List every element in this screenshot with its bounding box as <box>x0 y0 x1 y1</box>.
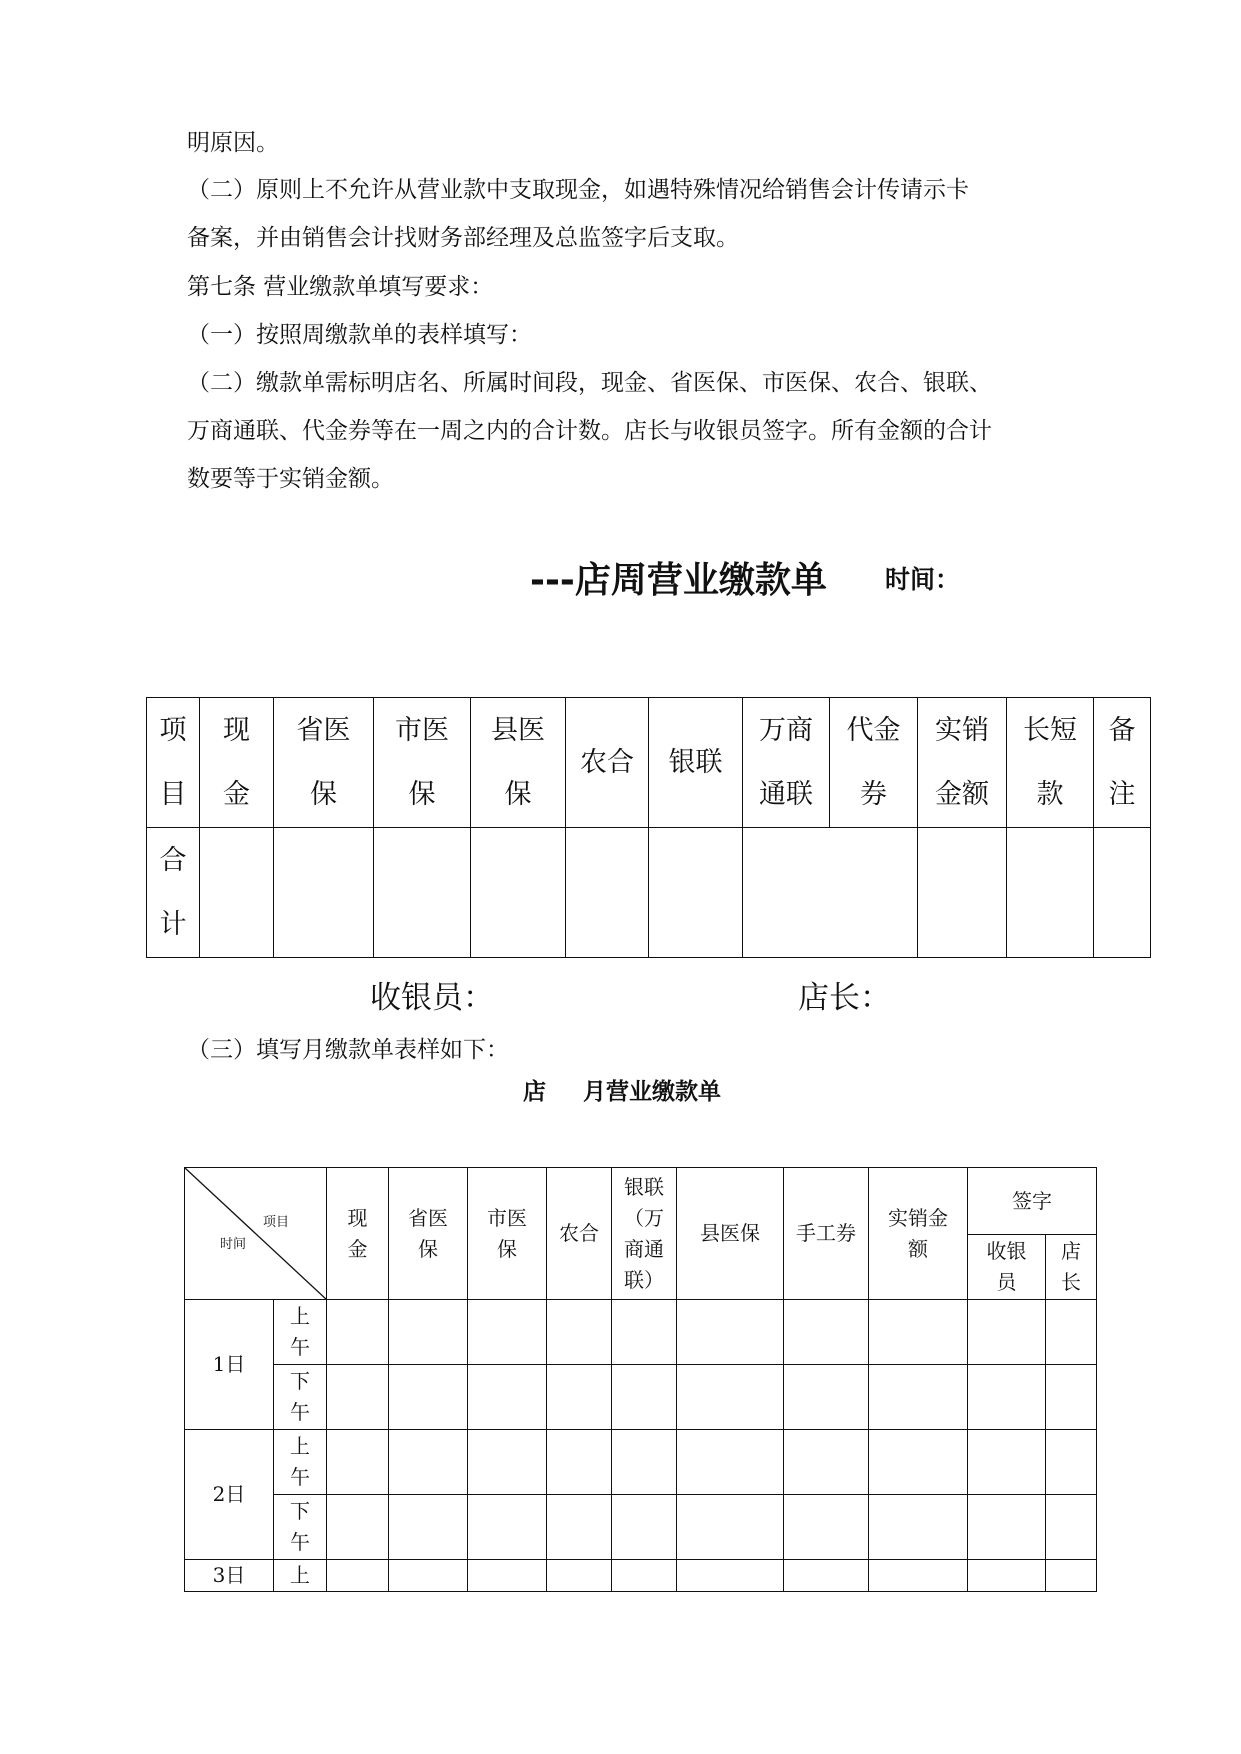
monthly-header-cell: 市医保 <box>468 1168 547 1300</box>
table-row <box>185 1560 1097 1592</box>
weekly-total-cell[interactable] <box>274 828 374 958</box>
table-cell[interactable] <box>389 1300 468 1365</box>
weekly-total-cell[interactable] <box>200 828 274 958</box>
table-cell[interactable] <box>869 1365 968 1430</box>
paragraph-1: 明原因。 <box>187 130 279 156</box>
paragraph-2: （二）原则上不允许从营业款中支取现金，如遇特殊情况给销售会计传请示卡 <box>187 177 969 203</box>
period-label: 下午 <box>274 1365 327 1430</box>
table-cell[interactable] <box>612 1365 677 1430</box>
monthly-header-cell: 实销金额 <box>869 1168 968 1300</box>
table-cell[interactable] <box>869 1560 968 1592</box>
day-label: 2日 <box>185 1430 274 1560</box>
weekly-total-cell[interactable] <box>1007 828 1094 958</box>
table-cell[interactable] <box>389 1430 468 1495</box>
table-cell[interactable] <box>784 1430 869 1495</box>
weekly-header-cell: 农合 <box>566 698 649 828</box>
paragraph-7: 万商通联、代金券等在一周之内的合计数。店长与收银员签字。所有金额的合计 <box>187 418 992 444</box>
table-cell[interactable] <box>1046 1300 1097 1365</box>
weekly-header-row <box>147 698 1151 828</box>
table-cell[interactable] <box>1046 1560 1097 1592</box>
table-cell[interactable] <box>547 1365 612 1430</box>
table-cell[interactable] <box>784 1560 869 1592</box>
weekly-header-cell: 银联 <box>649 698 743 828</box>
table-cell[interactable] <box>327 1300 389 1365</box>
corner-time-label: 时间 <box>220 1237 247 1252</box>
weekly-header-cell: 省医保 <box>274 698 374 828</box>
table-cell[interactable] <box>612 1560 677 1592</box>
weekly-total-cell[interactable] <box>566 828 649 958</box>
weekly-total-cell[interactable] <box>471 828 566 958</box>
monthly-corner-cell <box>185 1168 327 1300</box>
weekly-total-cell[interactable] <box>743 828 918 958</box>
period-label: 上午 <box>274 1300 327 1365</box>
monthly-form-table <box>184 1167 1097 1592</box>
monthly-header-cell: 现金 <box>327 1168 389 1300</box>
paragraph-5: （一）按照周缴款单的表样填写： <box>187 322 532 348</box>
monthly-header-cell: 省医保 <box>389 1168 468 1300</box>
weekly-form-title: ---店周营业缴款单 <box>530 560 827 601</box>
monthly-header-cell: 农合 <box>547 1168 612 1300</box>
table-cell[interactable] <box>547 1495 612 1560</box>
monthly-sign-header: 签字 <box>968 1168 1097 1235</box>
table-cell[interactable] <box>547 1430 612 1495</box>
monthly-sign-manager: 店长 <box>1046 1235 1097 1300</box>
weekly-header-cell: 长短款 <box>1007 698 1094 828</box>
table-cell[interactable] <box>547 1560 612 1592</box>
weekly-total-cell[interactable] <box>649 828 743 958</box>
weekly-header-cell: 市医保 <box>374 698 471 828</box>
table-cell[interactable] <box>869 1495 968 1560</box>
table-cell[interactable] <box>468 1560 547 1592</box>
table-cell[interactable] <box>389 1560 468 1592</box>
diagonal-line-icon <box>185 1168 327 1300</box>
corner-item-label: 项目 <box>263 1215 290 1230</box>
weekly-form-time-label: 时间： <box>885 565 961 594</box>
table-cell[interactable] <box>784 1300 869 1365</box>
weekly-total-label: 合计 <box>147 828 200 958</box>
period-label: 下午 <box>274 1495 327 1560</box>
table-cell[interactable] <box>968 1560 1046 1592</box>
day-label: 3日 <box>185 1560 274 1592</box>
table-cell[interactable] <box>327 1560 389 1592</box>
table-cell[interactable] <box>468 1430 547 1495</box>
monthly-header-cell: 县医保 <box>677 1168 784 1300</box>
table-cell[interactable] <box>327 1365 389 1430</box>
weekly-form-table <box>146 697 1151 958</box>
table-cell[interactable] <box>327 1430 389 1495</box>
table-cell[interactable] <box>389 1365 468 1430</box>
table-cell[interactable] <box>784 1495 869 1560</box>
table-cell[interactable] <box>677 1560 784 1592</box>
weekly-total-row <box>147 828 1151 958</box>
table-row <box>185 1495 1097 1560</box>
table-cell[interactable] <box>612 1495 677 1560</box>
cashier-signature-label: 收银员： <box>370 980 494 1016</box>
table-row <box>185 1365 1097 1430</box>
table-cell[interactable] <box>968 1430 1046 1495</box>
table-cell[interactable] <box>1046 1495 1097 1560</box>
monthly-title-text: 月营业缴款单 <box>583 1079 721 1105</box>
table-cell[interactable] <box>869 1300 968 1365</box>
weekly-header-cell: 代金券 <box>830 698 918 828</box>
weekly-total-cell[interactable] <box>374 828 471 958</box>
paragraph-8: 数要等于实销金额。 <box>187 466 394 492</box>
table-cell[interactable] <box>784 1365 869 1430</box>
weekly-total-cell[interactable] <box>1094 828 1151 958</box>
paragraph-article-7: 第七条 营业缴款单填写要求： <box>187 274 494 300</box>
table-row <box>185 1300 1097 1365</box>
table-cell[interactable] <box>968 1365 1046 1430</box>
weekly-header-cell: 县医保 <box>471 698 566 828</box>
monthly-intro: （三）填写月缴款单表样如下： <box>187 1037 509 1063</box>
table-cell[interactable] <box>468 1300 547 1365</box>
weekly-header-cell: 万商通联 <box>743 698 830 828</box>
weekly-header-cell: 实销金额 <box>918 698 1007 828</box>
monthly-header-cell: 手工券 <box>784 1168 869 1300</box>
table-cell[interactable] <box>547 1300 612 1365</box>
table-cell[interactable] <box>677 1365 784 1430</box>
monthly-sign-cashier: 收银员 <box>968 1235 1046 1300</box>
table-cell[interactable] <box>677 1495 784 1560</box>
period-label: 上 <box>274 1560 327 1592</box>
paragraph-3: 备案，并由销售会计找财务部经理及总监签字后支取。 <box>187 225 739 251</box>
table-cell[interactable] <box>1046 1430 1097 1495</box>
table-cell[interactable] <box>1046 1365 1097 1430</box>
table-cell[interactable] <box>869 1430 968 1495</box>
monthly-header-row <box>185 1168 1097 1235</box>
day-label: 1日 <box>185 1300 274 1430</box>
weekly-header-cell: 备注 <box>1094 698 1151 828</box>
table-cell[interactable] <box>468 1495 547 1560</box>
table-cell[interactable] <box>612 1430 677 1495</box>
table-cell[interactable] <box>327 1495 389 1560</box>
table-cell[interactable] <box>468 1365 547 1430</box>
table-row <box>185 1430 1097 1495</box>
monthly-title-store: 店 <box>523 1079 546 1105</box>
table-cell[interactable] <box>389 1495 468 1560</box>
table-cell[interactable] <box>677 1430 784 1495</box>
table-cell[interactable] <box>677 1300 784 1365</box>
table-cell[interactable] <box>968 1300 1046 1365</box>
paragraph-6: （二）缴款单需标明店名、所属时间段，现金、省医保、市医保、农合、银联、 <box>187 370 992 396</box>
monthly-header-cell: 银联（万商通联） <box>612 1168 677 1300</box>
manager-signature-label: 店长： <box>798 980 891 1016</box>
weekly-total-cell[interactable] <box>918 828 1007 958</box>
table-cell[interactable] <box>612 1300 677 1365</box>
period-label: 上午 <box>274 1430 327 1495</box>
table-cell[interactable] <box>968 1495 1046 1560</box>
weekly-header-cell: 项目 <box>147 698 200 828</box>
weekly-header-cell: 现金 <box>200 698 274 828</box>
